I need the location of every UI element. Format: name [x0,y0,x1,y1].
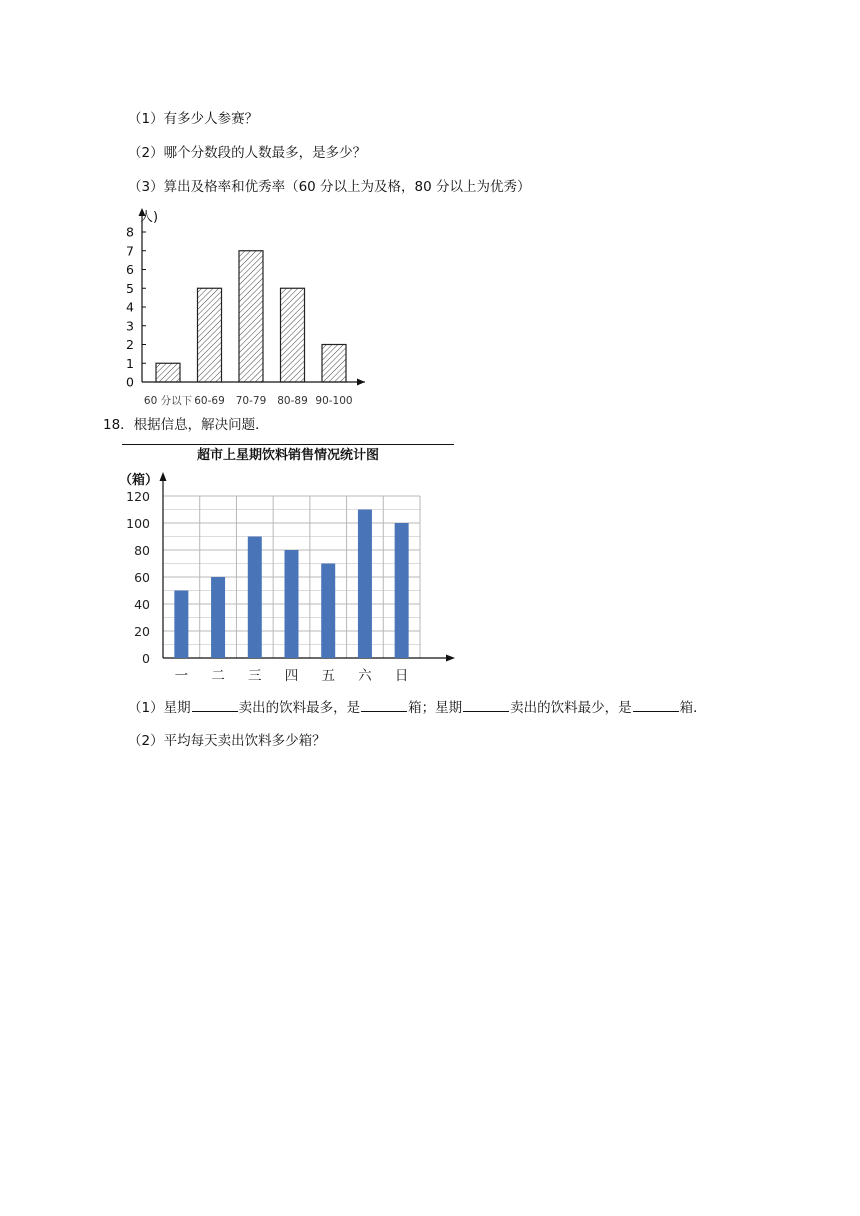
chart1-y-tick-label: 4 [126,299,134,315]
q17-sub1: （1）有多少人参赛？ [128,111,259,127]
chart1-x-axis-arrow [357,379,365,386]
chart2-x-tick-label: 日 [394,668,409,684]
chart1-x-tick-label: 80-89 [277,395,308,407]
chart2-x-tick-label: 四 [284,668,299,684]
chart2-title: 超市上星期饮料销售情况统计图 [196,448,380,463]
chart1-x-tick-label: 70-79 [235,395,267,407]
chart2-y-tick-label: 80 [134,543,150,558]
chart2-bar [211,577,225,658]
chart1-y-tick-label: 8 [126,224,134,240]
q18-text-4: 卖出的饮料最少，是 [510,700,632,716]
chart1-y-tick-label: 1 [126,355,134,371]
chart1-bar [198,288,222,382]
chart2-y-tick-label: 0 [142,651,150,666]
chart2-y-tick-label: 40 [134,597,150,612]
chart1-bar [239,251,263,382]
chart2-x-axis-arrow [446,655,455,662]
answer-blank-most-count[interactable] [361,697,407,712]
chart1-bar [156,363,180,382]
chart2-bar [285,550,299,658]
chart1-y-tick-label: 6 [126,262,134,277]
chart1-y-label: 人) [140,210,159,225]
score-histogram-chart [115,205,375,410]
chart1-y-tick-label: 5 [126,280,134,296]
chart2-x-tick-label: 一 [174,668,189,684]
chart1-y-tick-label: 7 [126,243,134,259]
answer-blank-least-day[interactable] [463,697,509,712]
chart2-y-axis-arrow [160,472,167,481]
q18-sub1 [128,697,707,717]
q18-text-1: （1）星期 [128,700,191,716]
q18-text-3: 箱；星期 [408,700,463,716]
chart1-y-tick-label: 0 [126,374,134,390]
chart2-y-label: （箱） [119,473,159,488]
chart2-x-tick-label: 二 [211,668,225,684]
q17-sub3: （3）算出及格率和优秀率（60 分以上为及格，80 分以上为优秀） [128,179,531,195]
chart1-x-tick-label: 60-69 [194,395,225,407]
q18-sub2: （2）平均每天卖出饮料多少箱？ [128,733,326,749]
answer-blank-least-count[interactable] [633,697,679,712]
chart1-x-tick-label: 60 分以下 [143,395,193,407]
chart1-x-tick-label: 90-100 [315,395,353,407]
chart1-y-tick-label: 2 [126,337,134,352]
chart2-x-tick-label: 三 [248,668,262,684]
chart2-bar [321,564,335,659]
chart1-bar [322,345,346,383]
drink-sales-chart [105,444,460,689]
answer-blank-most-day[interactable] [192,697,238,712]
chart2-y-tick-label: 120 [126,489,150,504]
chart2-bar [248,537,262,659]
chart1-bar [281,288,305,382]
chart2-bar [395,523,409,658]
chart1-y-tick-label: 3 [126,318,134,334]
q18-header: 18．根据信息，解决问题． [103,417,269,433]
chart2-x-tick-label: 六 [358,668,372,684]
q18-text-5: 箱． [679,700,707,716]
chart2-y-tick-label: 20 [134,624,150,639]
chart2-y-tick-label: 100 [126,516,150,531]
chart2-y-tick-label: 60 [134,570,150,585]
chart2-x-tick-label: 五 [321,668,335,684]
chart2-bar [174,591,188,659]
chart2-bar [358,510,372,659]
q18-text-2: 卖出的饮料最多，是 [238,700,361,716]
q17-sub2: （2）哪个分数段的人数最多，是多少？ [128,145,367,161]
